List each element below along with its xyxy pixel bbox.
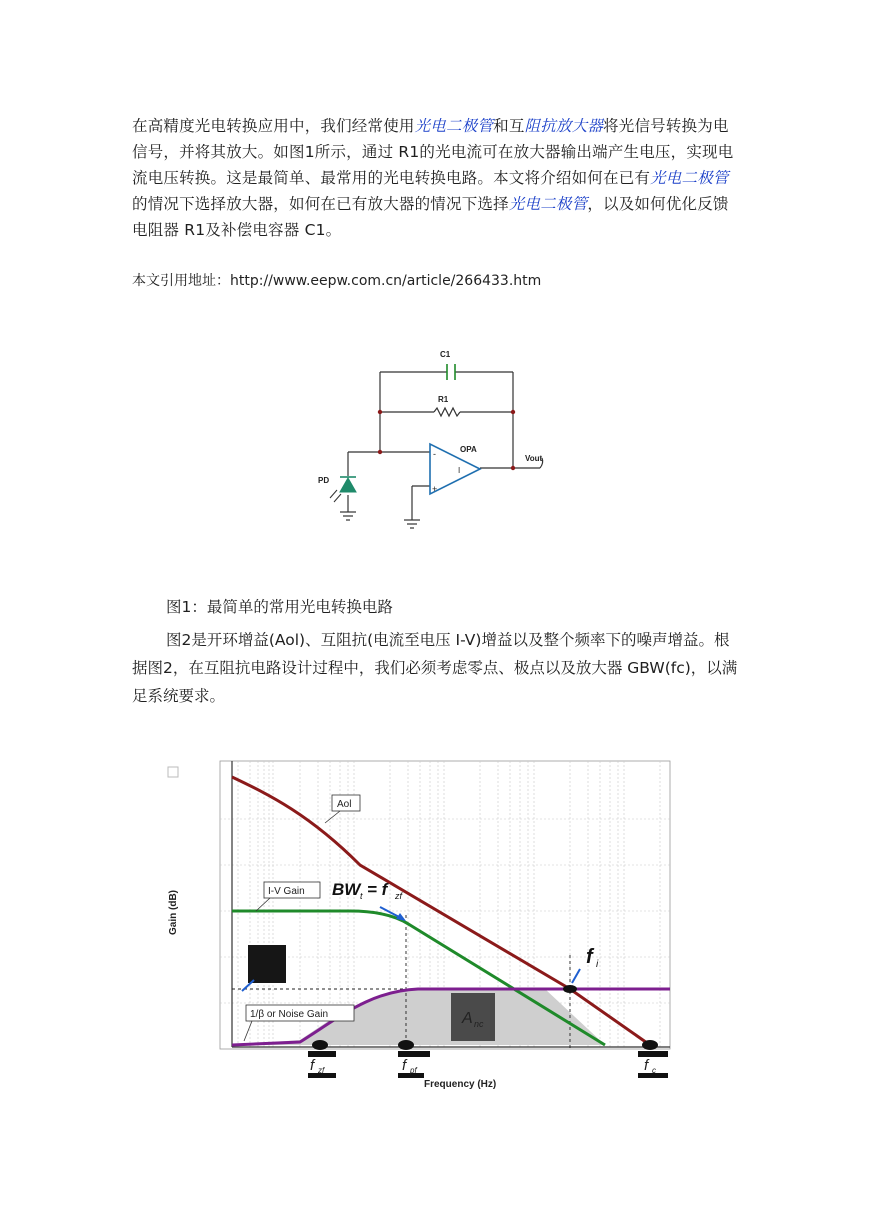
svg-text:A: A [462,1010,473,1027]
dark-block [248,945,286,983]
noise-gain-label: 1/β or Noise Gain [250,1009,329,1020]
source-url: 本文引用地址：http://www.eepw.com.cn/article/266433.htm [132,273,542,289]
aol-label: Aol [337,799,352,810]
svg-text:pf: pf [410,1066,417,1075]
paragraph-2: 图2是开环增益(Aol)、互阻抗(电流至电压 I-V)增益以及整个频率下的噪声增益。根据图2，在互阻抗电路设计过程中，我们必须考虑零点、极点以及放大器 GBW(fc)，以满足系统要求。 [132,631,738,705]
x-axis-label: Frequency (Hz) [424,1079,497,1090]
svg-text:zf: zf [318,1066,325,1075]
svg-text:I: I [458,466,461,475]
svg-text:= f: = f [367,880,388,899]
c1-label: C1 [440,350,451,359]
svg-text:zf: zf [395,891,403,901]
vout-label: Vout [525,454,543,463]
anc-box [451,993,495,1041]
fc-label: f [644,1057,649,1074]
svg-text:nc: nc [474,1019,484,1029]
link-transimpedance-amplifier[interactable]: 阻抗放大器 [524,117,604,135]
y-axis-label: Gain (dB) [168,890,179,935]
bw-label: BW [332,880,361,899]
fzf-label: f [310,1057,315,1074]
checkbox-icon [168,767,178,777]
fpf-label: f [402,1057,407,1074]
intro-paragraph [132,113,742,243]
link-photodiode-1[interactable]: 光电二极管 [414,117,494,135]
pd-label: PD [318,476,330,485]
circuit-diagram [300,340,570,540]
link-photodiode-2[interactable]: 光电二极管 [650,169,729,187]
plus-sign: + [432,484,438,494]
svg-text:i: i [596,959,599,970]
figure1-caption: 图1：最简单的常用光电转换电路 [166,598,393,616]
intro-text-3: 将光信号转换为电信号，并将其放大。如图1所示，通过 R1的光电流可在放大器输出端产生电压，实现电流电压转换。这是最简单、最常用的光电转换电路。本文将介绍如何在已有 [132,117,734,187]
opa-label: OPA [460,445,477,454]
svg-text:c: c [652,1066,656,1075]
intro-text-2: 和互 [493,117,525,135]
fi-label: f [586,946,593,968]
gain-frequency-graph [160,755,720,1100]
intro-text-1: 在高精度光电转换应用中，我们经常使用 [132,117,415,135]
iv-gain-label: I-V Gain [268,886,305,897]
svg-text:t: t [360,891,363,901]
minus-sign: - [433,449,436,459]
intro-text-4: 的情况下选择放大器，如何在已有放大器的情况下选择 [132,195,509,213]
link-photodiode-3[interactable]: 光电二极管 [508,195,588,213]
intro-text-5: ，以及如何优化反馈电阻器 R1及补偿电容器 C1。 [132,195,729,239]
r1-label: R1 [438,395,449,404]
